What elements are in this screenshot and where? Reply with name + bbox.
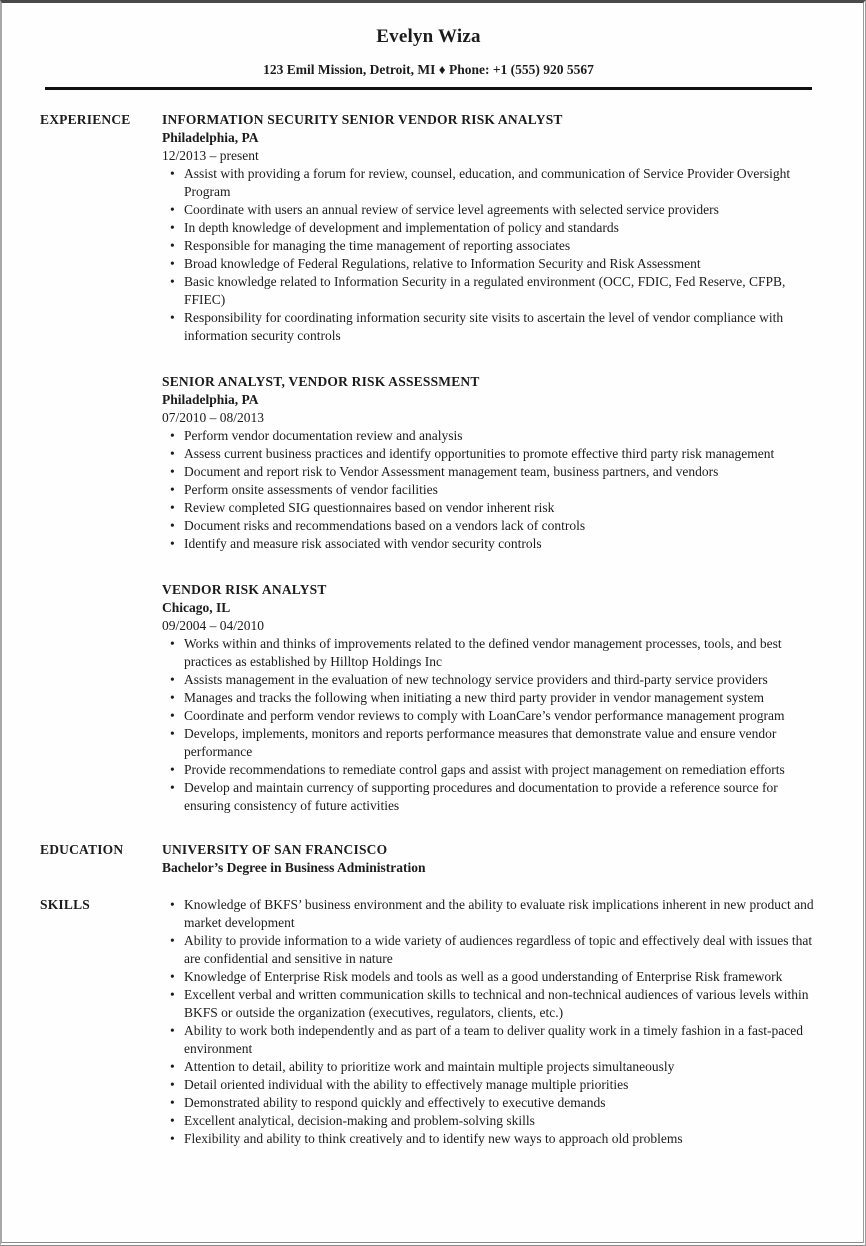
bullet-item: • Ability to provide information to a wide variety of audiences regardless of topic and effectively deal with issues that are confidential and sensitive in nature <box>162 932 817 968</box>
bullet-item: • Broad knowledge of Federal Regulations, relative to Information Security and Risk Assessment <box>162 255 817 273</box>
contact-line: 123 Emil Mission, Detroit, MI ♦ Phone: +1 (555) 920 5567 <box>263 62 594 77</box>
section-experience <box>40 111 817 815</box>
bullet-item: • Knowledge of Enterprise Risk models and tools as well as a good understanding of Enterprise Risk framework <box>162 968 817 986</box>
job-title: VENDOR RISK ANALYST <box>162 582 327 597</box>
job-title: SENIOR ANALYST, VENDOR RISK ASSESSMENT <box>162 374 480 389</box>
bullet-item: • Attention to detail, ability to prioritize work and maintain multiple projects simultaneously <box>162 1058 817 1076</box>
bullet-item: • Perform vendor documentation review and analysis <box>162 427 817 445</box>
bullet-item: • Excellent analytical, decision-making and problem-solving skills <box>162 1112 817 1130</box>
bullet-item: • Coordinate and perform vendor reviews to comply with LoanCare’s vendor performance management program <box>162 707 817 725</box>
bullet-item: • Develops, implements, monitors and reports performance measures that demonstrate value and ensure vendor performance <box>162 725 817 761</box>
bullet-item: • Identify and measure risk associated with vendor security controls <box>162 535 817 553</box>
job-title: INFORMATION SECURITY SENIOR VENDOR RISK ANALYST <box>162 112 563 127</box>
bullet-item: • Responsible for managing the time management of reporting associates <box>162 237 817 255</box>
bullet-item: • Basic knowledge related to Information Security in a regulated environment (OCC, FDIC, Fed Reserve, CFPB, FFIEC) <box>162 273 817 309</box>
section-label-skills: SKILLS <box>40 897 90 912</box>
bullet-item: • In depth knowledge of development and implementation of policy and standards <box>162 219 817 237</box>
bullet-item: • Detail oriented individual with the ability to effectively manage multiple priorities <box>162 1076 817 1094</box>
section-label-education: EDUCATION <box>40 842 124 857</box>
bullet-item: • Coordinate with users an annual review of service level agreements with selected service providers <box>162 201 817 219</box>
skills-bullet-list <box>162 896 817 1148</box>
job-dates: 07/2010 – 08/2013 <box>162 410 265 425</box>
skills-content <box>162 896 817 1148</box>
bullet-item: • Works within and thinks of improvements related to the defined vendor management processes, tools, and best practices as established by Hilltop Holdings Inc <box>162 635 817 671</box>
bullet-item: • Responsibility for coordinating information security site visits to ascertain the level of vendor compliance with information security controls <box>162 309 817 345</box>
job-location: Philadelphia, PA <box>162 392 259 407</box>
bullet-item: • Ability to work both independently and as part of a team to deliver quality work in a timely fashion in a fast-paced environment <box>162 1022 817 1058</box>
bullet-item: • Knowledge of BKFS’ business environment and the ability to evaluate risk implications inherent in new product and market development <box>162 896 817 932</box>
bullet-item: • Assist with providing a forum for review, counsel, education, and communication of Service Provider Oversight Program <box>162 165 817 201</box>
resume-header <box>45 25 812 90</box>
bullet-item: • Document and report risk to Vendor Assessment management team, business partners, and vendors <box>162 463 817 481</box>
education-content <box>162 841 817 877</box>
section-label-experience: EXPERIENCE <box>40 112 131 127</box>
resume-body <box>40 111 817 1148</box>
bullet-item: • Flexibility and ability to think creatively and to identify new ways to approach old problems <box>162 1130 817 1148</box>
bullet-item: • Develop and maintain currency of supporting procedures and documentation to provide a reference source for ensuring consistency of future activities <box>162 779 817 815</box>
bullet-item: • Manages and tracks the following when initiating a new third party provider in vendor management system <box>162 689 817 707</box>
degree-name: Bachelor’s Degree in Business Administration <box>162 860 426 875</box>
section-skills <box>40 896 817 1148</box>
bullet-item: • Excellent verbal and written communication skills to technical and non-technical audiences of various levels within BKFS or outside the organization (executives, regulators, clients, etc.) <box>162 986 817 1022</box>
job-entry <box>162 581 817 815</box>
bullet-item: • Assists management in the evaluation of new technology service providers and third-party service providers <box>162 671 817 689</box>
job-dates: 09/2004 – 04/2010 <box>162 618 265 633</box>
page-title: Evelyn Wiza <box>376 26 481 47</box>
job-entry <box>162 373 817 553</box>
bullet-item: • Assess current business practices and identify opportunities to promote effective third party risk management <box>162 445 817 463</box>
section-education <box>40 841 817 877</box>
bullet-item: • Demonstrated ability to respond quickly and effectively to executive demands <box>162 1094 817 1112</box>
bullet-item: • Document risks and recommendations based on a vendors lack of controls <box>162 517 817 535</box>
job-location: Philadelphia, PA <box>162 130 259 145</box>
school-name: UNIVERSITY OF SAN FRANCISCO <box>162 842 388 857</box>
job-bullet-list <box>162 427 817 553</box>
job-location: Chicago, IL <box>162 600 231 615</box>
job-bullet-list <box>162 165 817 345</box>
bullet-item: • Provide recommendations to remediate control gaps and assist with project management on remediation efforts <box>162 761 817 779</box>
job-bullet-list <box>162 635 817 815</box>
job-entry <box>162 111 817 345</box>
bullet-item: • Perform onsite assessments of vendor facilities <box>162 481 817 499</box>
experience-content <box>162 111 817 815</box>
job-dates: 12/2013 – present <box>162 148 259 163</box>
bullet-item: • Review completed SIG questionnaires based on vendor inherent risk <box>162 499 817 517</box>
